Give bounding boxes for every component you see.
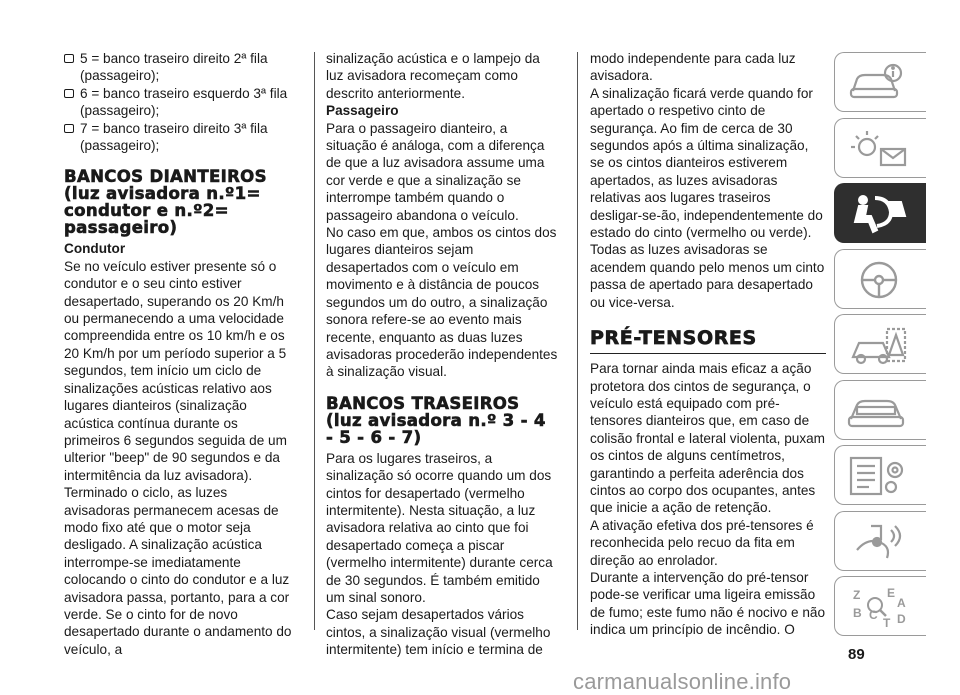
list-item: 7 = banco traseiro direito 3ª fila (passageiro); <box>64 120 296 155</box>
paragraph: sinalização acústica e o lampejo da luz avisadora recomeçam como descrito anteriormente. <box>326 51 540 101</box>
list-item: 5 = banco traseiro direito 2ª fila (passageiro); <box>64 50 296 85</box>
tab-index[interactable] <box>834 576 926 636</box>
section-heading-rear-seats: BANCOS TRASEIROS (luz avisadora n.º 3 - 4 - 5 - 6 - 7) <box>326 393 546 447</box>
steering-wheel-icon <box>847 258 911 302</box>
tab-multimedia[interactable] <box>834 511 926 571</box>
paragraph: A sinalização ficará verde quando for apertado o respetivo cinto de segurança. Ao fim de cerca de 30 segundos após a última sinalização, se os cintos dianteiros estiverem apertados, as luzes avisadoras relativas aos lugares traseiros desligar-se-ão, independentemente do estado do cinto (vermelho ou verde). Todas as luzes avisadoras se acendem quando pelo menos um cinto passa de apertado para desapertado ou vice-versa. <box>590 85 825 310</box>
subheading-passenger: Passageiro <box>326 103 399 119</box>
index-letter: Z <box>853 588 861 602</box>
paragraph: Caso sejam desapertados vários cintos, a sinalização visual (vermelho intermitente) tem início e termina de <box>326 607 551 658</box>
multimedia-icon <box>847 520 911 564</box>
bullet-box-icon <box>64 89 74 98</box>
chapter-tabs <box>834 52 926 642</box>
paragraph: Para os lugares traseiros, a sinalização só ocorre quando um dos cintos for desapertado (vermelho intermitente). Nesta situação, a luz avisadora relativa ao cinto que foi desapertado começa a piscar (vermelho intermitente) durante cerca de 30 segundos. É também emitido um sinal sonoro. <box>326 450 553 605</box>
paragraph: Para tornar ainda mais eficaz a ação protetora dos cintos de segurança, o veículo está equipado com pré-tensores dianteiros que, em caso de colisão frontal e lateral violenta, puxam os cintos de alguns centímetros, garantindo a perfeita aderência dos cintos ao corpo dos ocupantes, antes que inicie a ação de retenção. <box>590 361 825 516</box>
warning-lights-icon <box>847 127 911 171</box>
index-letter: A <box>897 596 906 610</box>
tab-emergency[interactable] <box>834 314 926 374</box>
tab-car-info[interactable] <box>834 52 926 112</box>
car-info-icon <box>847 61 911 105</box>
paragraph: modo independente para cada luz avisadora. <box>590 51 796 84</box>
text-column-1 <box>64 50 296 658</box>
paragraph: Para o passageiro dianteiro, a situação é análoga, com a diferença de que a luz avisadora assume uma cor verde e que a sinalização se interrompe também quando o passageiro abandona o veículo. <box>326 120 545 223</box>
paragraph: Durante a intervenção do pré-tensor pode-se verificar uma ligeira emissão de fumo; este fumo não é nocivo e não indica um princípio de incêndio. O <box>590 569 826 638</box>
index-letter: T <box>883 616 891 629</box>
list-item: 6 = banco traseiro esquerdo 3ª fila (passageiro); <box>64 85 296 120</box>
section-heading-front-seats: BANCOS DIANTEIROS (luz avisadora n.º1= condutor e n.º2= passageiro) <box>64 167 267 238</box>
heading-rule <box>590 353 826 354</box>
paragraph: No caso em que, ambos os cintos dos lugares dianteiros sejam desapertados com o veículo em movimento e à distância de poucos segundos um do outro, a sinalização sonora refere-se ao evento mais recente, enquanto as duas luzes avisadoras procederão independentes à sinalização visual. <box>326 225 558 380</box>
page-number: 89 <box>848 646 865 663</box>
text-column-3 <box>590 50 826 639</box>
text-column-2 <box>326 50 558 659</box>
tab-specifications[interactable] <box>834 445 926 505</box>
paragraph: A ativação efetiva dos pré-tensores é reconhecida pelo recuo da fita em direção ao enrolador. <box>590 517 814 568</box>
subheading-driver: Condutor <box>64 241 126 257</box>
seatbelt-airbag-icon <box>847 192 911 236</box>
bullet-box-icon <box>64 54 74 63</box>
column-divider <box>577 52 578 630</box>
roadside-warning-icon <box>847 323 911 367</box>
watermark: carmanualsonline.info <box>573 669 792 694</box>
bullet-box-icon <box>64 124 74 133</box>
index-letter: C <box>869 608 878 622</box>
car-service-icon <box>847 389 911 433</box>
tab-driving[interactable] <box>834 249 926 309</box>
specifications-gear-icon <box>847 454 911 498</box>
index-letter: E <box>887 586 896 600</box>
tab-warning-lights[interactable] <box>834 118 926 178</box>
column-divider <box>314 52 315 630</box>
tab-seatbelts-airbags[interactable] <box>834 183 926 243</box>
index-icon <box>847 585 911 629</box>
tab-maintenance[interactable] <box>834 380 926 440</box>
section-heading-pretensioners: PRÉ-TENSORES <box>590 327 757 350</box>
index-letter: B <box>853 606 862 620</box>
index-letter: D <box>897 612 906 626</box>
paragraph: Se no veículo estiver presente só o condutor e o seu cinto estiver desapertado, superando os 20 Km/h ou permanecendo a uma velocidade compreendida entre os 10 km/h e os 20 Km/h por um período superior a 5 segundos, tem início um ciclo de sinalizações acústicas relativo aos lugares dianteiros (sinalização acústica contínua durante os primeiros 6 segundos seguida de um ulterior "beep" de 90 segundos e da intermitência da luz avisadora). Terminado o ciclo, as luzes avisadoras permanecem acesas de modo fixo até que o motor seja desligado. A sinalização acústica interrompe-se imediatamente colocando o cinto do condutor e a luz avisadora passa, portanto, para a cor verde. Se o cinto for de novo desapertado durante o andamento do veículo, a <box>64 258 292 657</box>
